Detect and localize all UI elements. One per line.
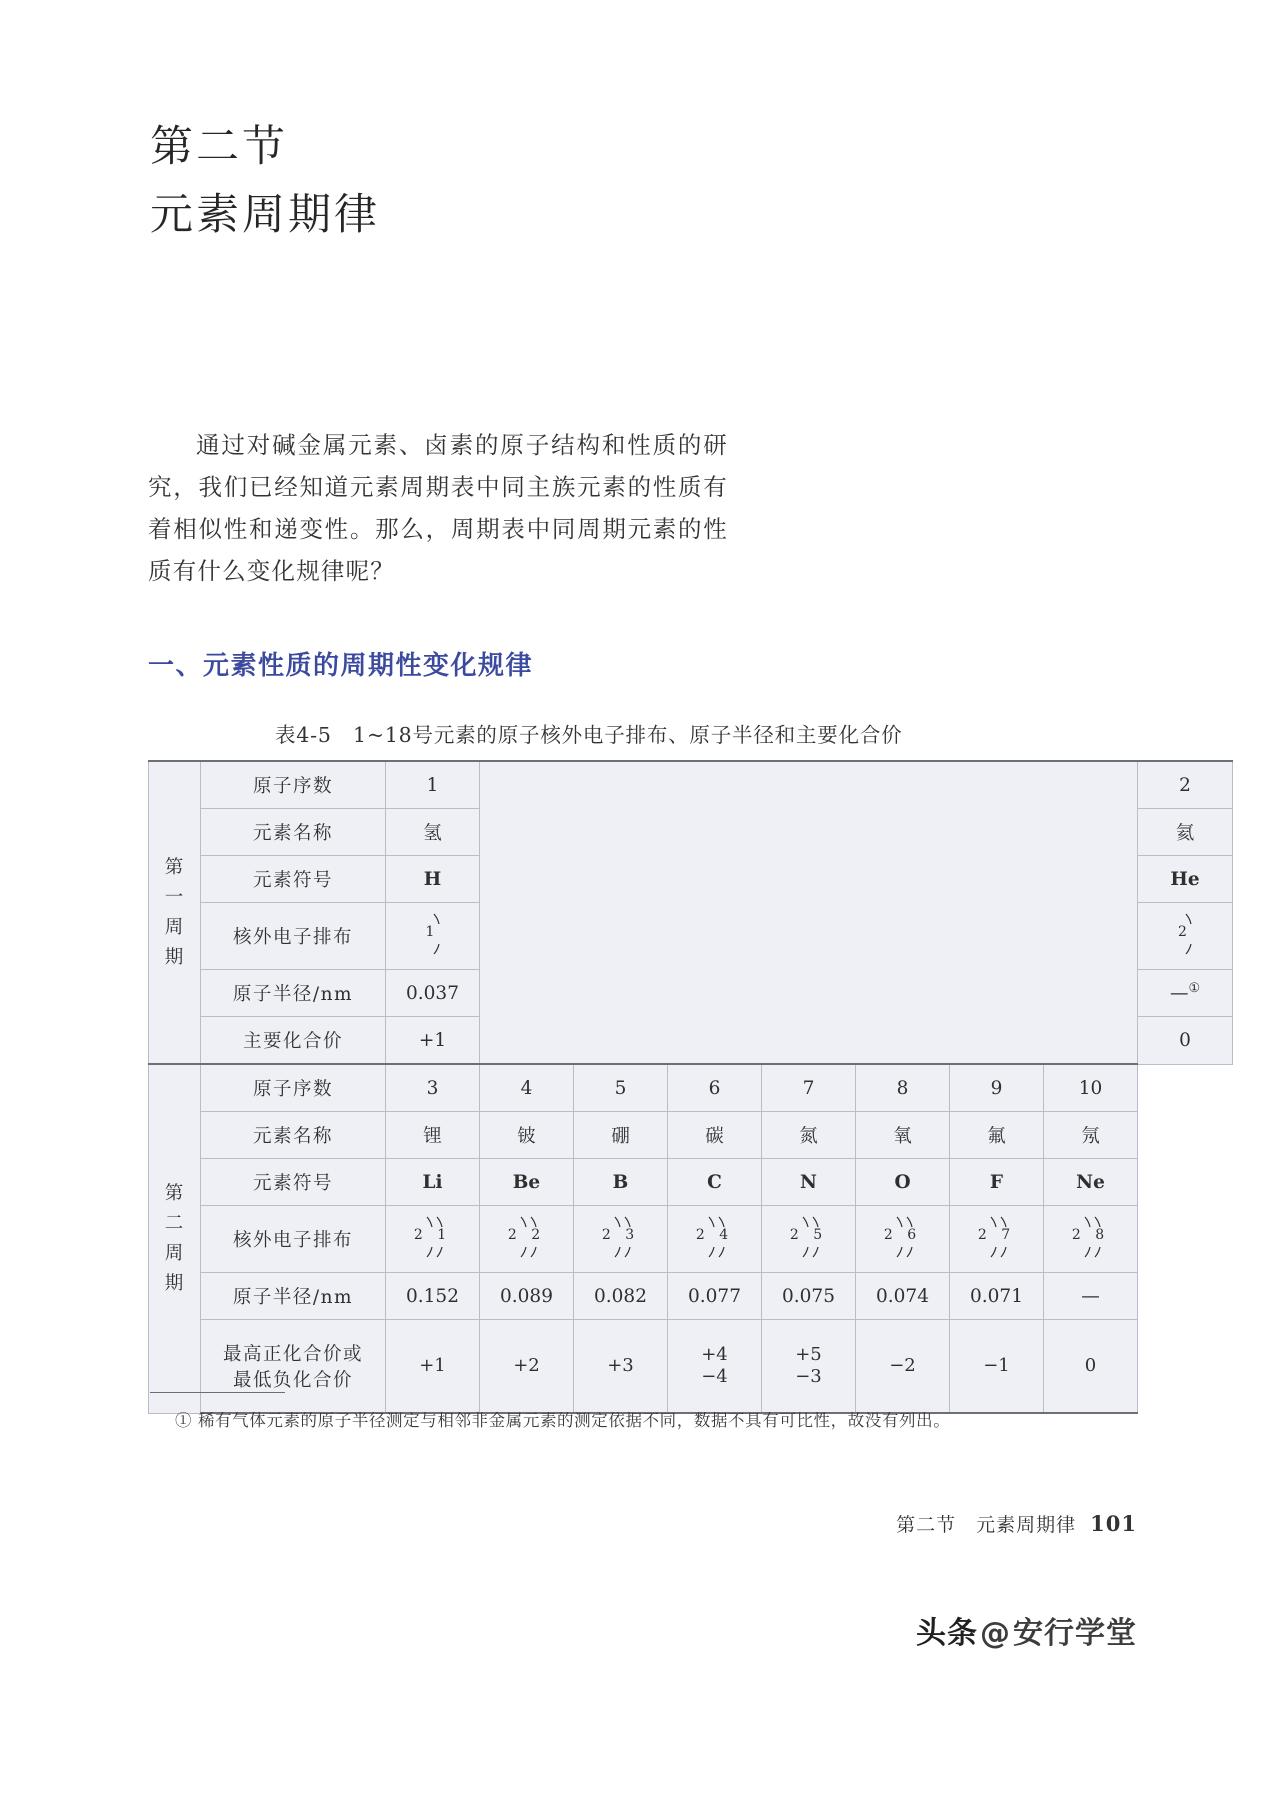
- cell-valence: [668, 1320, 762, 1414]
- cell-valence: [950, 1320, 1044, 1414]
- cell-valence: [762, 1320, 856, 1414]
- cell-atomic-number: 9: [950, 1064, 1044, 1112]
- row-header-element-symbol: 元素符号: [201, 1159, 386, 1206]
- cell-radius: 0.077: [668, 1273, 762, 1320]
- shell-electron-count: 1: [425, 923, 440, 940]
- cell-h-radius: 0.037: [386, 970, 480, 1017]
- valence-pos: +5: [795, 1344, 822, 1365]
- cell-radius: 0.152: [386, 1273, 480, 1320]
- shell-electron-count: 2 5: [789, 1226, 828, 1243]
- valence-pos: −1: [983, 1355, 1010, 1376]
- cell-valence: [1044, 1320, 1138, 1414]
- row-header-line1: 最高正化合价或: [222, 1344, 363, 1365]
- shell-electron-count: 2 6: [883, 1226, 922, 1243]
- cell-shells: [386, 1206, 480, 1273]
- cell-atomic-number: 7: [762, 1064, 856, 1112]
- cell-element-name: 碳: [668, 1112, 762, 1159]
- period-label-char: 周: [164, 916, 185, 938]
- cell-valence: [574, 1320, 668, 1414]
- valence-pos: +3: [607, 1355, 634, 1376]
- cell-he-shells: [1138, 903, 1233, 970]
- cell-element-name: 锂: [386, 1112, 480, 1159]
- electron-shell-icon: [504, 1213, 550, 1261]
- cell-element-symbol: B: [574, 1159, 668, 1206]
- shell-electron-count: 2: [1178, 923, 1192, 940]
- watermark-at: @: [980, 1616, 1011, 1651]
- shell-electron-count: 2 1: [413, 1226, 452, 1243]
- period-label-char: 期: [164, 1272, 185, 1294]
- footnote-text: ① 稀有气体元素的原子半径测定与相邻非金属元素的测定依据不同，数据不具有可比性，故没有列出。: [175, 1411, 951, 1430]
- cell-shells: [480, 1206, 574, 1273]
- cell-radius: 0.071: [950, 1273, 1044, 1320]
- cell-h-name: 氢: [386, 809, 480, 856]
- cell-he-symbol: He: [1138, 856, 1233, 903]
- cell-element-symbol: O: [856, 1159, 950, 1206]
- cell-h-symbol: H: [386, 856, 480, 903]
- watermark: [916, 1608, 1137, 1652]
- period-label-char: 第: [164, 1182, 185, 1204]
- cell-radius: —: [1044, 1273, 1138, 1320]
- valence-pos: 0: [1084, 1355, 1097, 1376]
- cell-element-name: 硼: [574, 1112, 668, 1159]
- table-row: [149, 1159, 1233, 1206]
- cell-h-atomic-number: 1: [386, 761, 480, 809]
- intro-paragraph: 通过对碱金属元素、卤素的原子结构和性质的研究，我们已经知道元素周期表中同主族元素的性质有着相似性和递变性。那么，周期表中同周期元素的性质有什么变化规律呢？: [148, 430, 728, 585]
- cell-element-name: 氮: [762, 1112, 856, 1159]
- cell-radius: 0.074: [856, 1273, 950, 1320]
- cell-valence: [480, 1320, 574, 1414]
- row-header-electron-arrangement: 核外电子排布: [201, 903, 386, 970]
- cell-element-symbol: Ne: [1044, 1159, 1138, 1206]
- footer-section-title: 第二节 元素周期律: [896, 1514, 1077, 1536]
- table-row: [149, 1206, 1233, 1273]
- cell-atomic-number: 6: [668, 1064, 762, 1112]
- electron-shell-icon: [786, 1213, 832, 1261]
- data-table-wrapper: [148, 760, 1201, 1414]
- page-footer: [896, 1510, 1137, 1537]
- cell-atomic-number: 5: [574, 1064, 668, 1112]
- valence-neg: −3: [795, 1366, 822, 1387]
- row-header-element-symbol: 元素符号: [201, 856, 386, 903]
- footnote-rule: [150, 1392, 285, 1393]
- cell-shells: [1044, 1206, 1138, 1273]
- cell-he-atomic-number: 2: [1138, 761, 1233, 809]
- row-header-electron-arrangement: 核外电子排布: [201, 1206, 386, 1273]
- cell-atomic-number: 3: [386, 1064, 480, 1112]
- cell-valence: [856, 1320, 950, 1414]
- cell-radius: 0.082: [574, 1273, 668, 1320]
- cell-he-radius-value: [1170, 981, 1200, 1004]
- electron-shell-icon: [974, 1213, 1020, 1261]
- cell-atomic-number: 10: [1044, 1064, 1138, 1112]
- electron-shell-icon: [1068, 1213, 1114, 1261]
- valence-pos: +1: [419, 1355, 446, 1376]
- page-title: [150, 118, 380, 244]
- period-1-label: [149, 761, 201, 1064]
- cell-he-valence: 0: [1138, 1017, 1233, 1065]
- table-row: [149, 761, 1233, 809]
- watermark-account: 安行学堂: [1013, 1616, 1137, 1651]
- row-header-element-name: 元素名称: [201, 1112, 386, 1159]
- section-name-title: 元素周期律: [150, 190, 380, 241]
- cell-shells: [950, 1206, 1044, 1273]
- period-label-char: 第: [164, 856, 185, 878]
- cell-element-symbol: Be: [480, 1159, 574, 1206]
- cell-atomic-number: 4: [480, 1064, 574, 1112]
- period-2-label: [149, 1064, 201, 1413]
- cell-h-valence: +1: [386, 1017, 480, 1065]
- shell-electron-count: 2 7: [977, 1226, 1016, 1243]
- electron-shell-icon: [880, 1213, 926, 1261]
- row-header-atomic-number: 原子序数: [201, 1064, 386, 1112]
- valence-pos: −2: [889, 1355, 916, 1376]
- section-number-title: 第二节: [150, 122, 288, 172]
- radius-dash: —: [1169, 983, 1189, 1005]
- shell-electron-count: 2 3: [601, 1226, 640, 1243]
- cell-h-shells: [386, 903, 480, 970]
- cell-valence: [386, 1320, 480, 1414]
- period-label-char: 周: [164, 1242, 185, 1264]
- row-header-atomic-radius: 原子半径/nm: [201, 970, 386, 1017]
- electron-shell-icon: [410, 910, 456, 958]
- cell-element-symbol: N: [762, 1159, 856, 1206]
- cell-shells: [574, 1206, 668, 1273]
- elements-table: [148, 760, 1233, 1414]
- empty-region: [480, 761, 1138, 1064]
- electron-shell-icon: [598, 1213, 644, 1261]
- valence-pos: +2: [513, 1355, 540, 1376]
- cell-element-symbol: C: [668, 1159, 762, 1206]
- footnote-marker: ①: [1188, 981, 1201, 997]
- cell-shells: [762, 1206, 856, 1273]
- row-header-element-name: 元素名称: [201, 809, 386, 856]
- table-caption: 表4-5 1~18号元素的原子核外电子排布、原子半径和主要化合价: [275, 723, 903, 747]
- electron-shell-icon: [410, 1213, 456, 1261]
- table-row: [149, 1273, 1233, 1320]
- table-row: [149, 1320, 1233, 1414]
- page-number: 101: [1090, 1511, 1137, 1536]
- cell-shells: [856, 1206, 950, 1273]
- cell-element-name: 氟: [950, 1112, 1044, 1159]
- period-label-char: 二: [164, 1212, 185, 1234]
- cell-element-symbol: F: [950, 1159, 1044, 1206]
- period-label-char: 一: [164, 886, 185, 908]
- period-label-char: 期: [164, 946, 185, 968]
- table-row: [149, 1112, 1233, 1159]
- subsection-heading: 一、元素性质的周期性变化规律: [148, 651, 534, 681]
- cell-atomic-number: 8: [856, 1064, 950, 1112]
- cell-shells: [668, 1206, 762, 1273]
- cell-element-name: 铍: [480, 1112, 574, 1159]
- cell-element-name: 氧: [856, 1112, 950, 1159]
- row-header-atomic-radius: 原子半径/nm: [201, 1273, 386, 1320]
- cell-radius: 0.075: [762, 1273, 856, 1320]
- row-header-atomic-number: 原子序数: [201, 761, 386, 809]
- table-row: [149, 1064, 1233, 1112]
- shell-electron-count: 2 8: [1071, 1226, 1110, 1243]
- cell-element-name: 氖: [1044, 1112, 1138, 1159]
- shell-electron-count: 2 2: [507, 1226, 546, 1243]
- cell-radius: 0.089: [480, 1273, 574, 1320]
- row-header-main-valence: 主要化合价: [201, 1017, 386, 1065]
- cell-element-symbol: Li: [386, 1159, 480, 1206]
- cell-he-name: 氦: [1138, 809, 1233, 856]
- electron-shell-icon: [1162, 910, 1208, 958]
- shell-electron-count: 2 4: [695, 1226, 734, 1243]
- valence-pos: +4: [701, 1344, 728, 1365]
- electron-shell-icon: [692, 1213, 738, 1261]
- cell-he-radius: [1138, 970, 1233, 1017]
- valence-neg: −4: [701, 1366, 728, 1387]
- watermark-brand: 头条: [916, 1616, 978, 1651]
- row-header-max-min-valence: [201, 1320, 386, 1414]
- row-header-line2: 最低负化合价: [232, 1370, 353, 1391]
